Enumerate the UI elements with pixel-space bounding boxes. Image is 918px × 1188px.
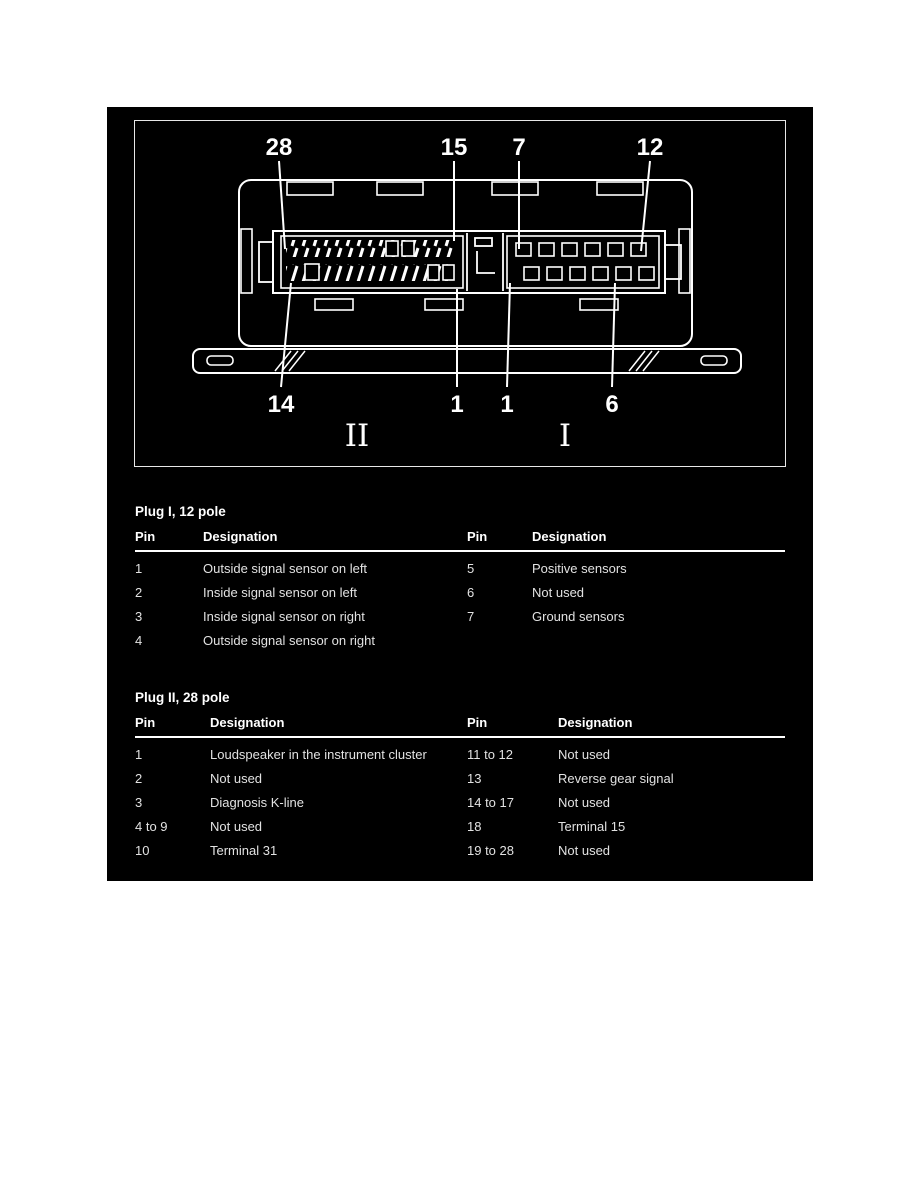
table-row	[135, 581, 785, 605]
column-header-designation: Designation	[558, 715, 633, 730]
housing-top-tabs	[287, 182, 643, 195]
table-cell: 1	[135, 747, 143, 762]
table-cell: 5	[467, 561, 475, 576]
table-cell: Terminal 31	[210, 843, 278, 858]
table-cell: 2	[135, 585, 143, 600]
table-row	[135, 791, 785, 815]
plug2-table	[135, 715, 785, 863]
table-cell: 13	[467, 771, 482, 786]
table-row	[135, 557, 785, 581]
pin-callout-6: 6	[605, 391, 619, 418]
table-cell: Diagnosis K-line	[210, 795, 304, 810]
table-cell: Reverse gear signal	[558, 771, 674, 786]
table-cell: 6	[467, 585, 475, 600]
column-header-designation: Designation	[532, 529, 607, 544]
table-cell: Outside signal sensor on left	[203, 561, 368, 576]
table-row	[135, 767, 785, 791]
table-cell: Terminal 15	[558, 819, 626, 834]
housing-outline	[193, 161, 741, 387]
table-cell: 4 to 9	[135, 819, 168, 834]
pin-callout-28: 28	[265, 134, 293, 161]
pin-callout-15: 15	[440, 134, 468, 161]
table-cell: 3	[135, 795, 143, 810]
pin-callout-1-left: 1	[450, 391, 464, 418]
plug1-title: Plug I, 12 pole	[135, 504, 226, 519]
table-cell: 4	[135, 633, 143, 648]
plug2-header-row	[135, 715, 785, 738]
table-cell: Not used	[558, 747, 611, 762]
plug-numeral-ii: II	[344, 418, 370, 454]
column-header-pin: Pin	[135, 529, 156, 544]
table-row	[135, 605, 785, 629]
table-cell: 3	[135, 609, 143, 624]
pin-callout-7: 7	[512, 134, 526, 161]
pin-callout-14: 14	[267, 391, 295, 418]
table-cell: Not used	[210, 771, 263, 786]
table-row	[135, 743, 785, 767]
column-header-designation: Designation	[210, 715, 285, 730]
table-cell: Not used	[558, 843, 611, 858]
plug1-header-row	[135, 529, 785, 552]
control-module-diagram	[134, 120, 786, 467]
ecu-connector-drawing	[135, 121, 785, 466]
table-cell: Ground sensors	[532, 609, 625, 624]
table-cell: 18	[467, 819, 482, 834]
connector-center-section	[467, 233, 503, 291]
table-cell: Positive sensors	[532, 561, 627, 576]
mounting-baseplate	[193, 349, 741, 373]
plug-numeral-i: I	[558, 418, 572, 454]
table-cell: 2	[135, 771, 143, 786]
table-cell: 11 to 12	[467, 747, 514, 762]
table-row	[135, 839, 785, 863]
pin-callout-1-right: 1	[500, 391, 514, 418]
table-cell: Outside signal sensor on right	[203, 633, 375, 648]
table-row	[135, 629, 785, 653]
table-cell: Not used	[210, 819, 263, 834]
plug1-section	[135, 504, 785, 653]
column-header-pin: Pin	[467, 715, 488, 730]
housing-side-tabs	[241, 229, 690, 293]
table-cell: Not used	[532, 585, 585, 600]
table-cell: 7	[467, 609, 475, 624]
table-cell: Inside signal sensor on left	[203, 585, 357, 600]
plug2-section	[135, 690, 785, 863]
plug-ii-28-pole-drawing	[281, 236, 463, 288]
plug2-title: Plug II, 28 pole	[135, 690, 230, 705]
plug1-table	[135, 529, 785, 653]
table-cell: 1	[135, 561, 143, 576]
table-cell: Not used	[558, 795, 611, 810]
table-cell: 10	[135, 843, 150, 858]
column-header-pin: Pin	[467, 529, 488, 544]
table-cell: Loudspeaker in the instrument cluster	[210, 747, 427, 762]
plug-i-12-pole-drawing	[507, 236, 659, 288]
table-cell: 19 to 28	[467, 843, 514, 858]
table-cell: 14 to 17	[467, 795, 514, 810]
connector-pinout-panel	[107, 107, 813, 881]
column-header-pin: Pin	[135, 715, 156, 730]
table-row	[135, 815, 785, 839]
pin-callout-12: 12	[636, 134, 664, 161]
housing-lower-tabs	[315, 299, 618, 310]
table-cell: Inside signal sensor on right	[203, 609, 365, 624]
column-header-designation: Designation	[203, 529, 278, 544]
